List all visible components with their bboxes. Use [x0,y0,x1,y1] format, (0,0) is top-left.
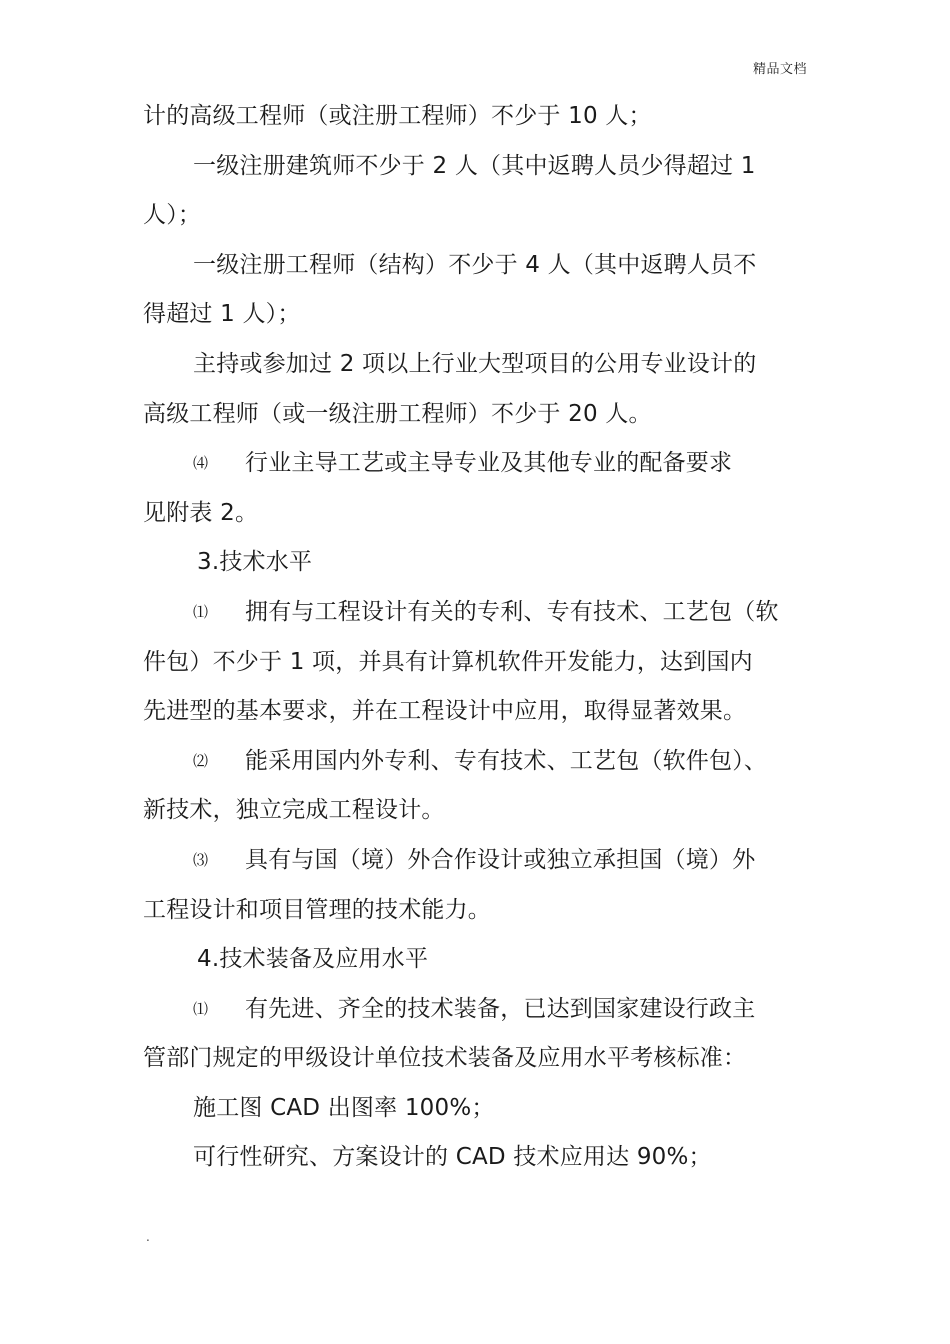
line-text: 先进型的基本要求，并在工程设计中应用，取得显著效果。 [143,698,747,725]
paragraph-line [143,290,807,340]
paragraph-line [143,1133,807,1183]
paragraph-line [143,886,807,936]
line-text: 高级工程师（或一级注册工程师）不少于 20 人。 [143,400,652,427]
numbered-item-line [143,836,807,886]
paragraph-line [143,142,807,192]
line-text: 管部门规定的甲级设计单位技术装备及应用水平考核标准： [143,1045,747,1072]
paragraph-line [143,390,807,440]
paragraph-line [143,1034,807,1084]
paragraph-line [143,241,807,291]
line-text: 人）； [143,202,202,229]
line-text: 件包）不少于 1 项，并具有计算机软件开发能力，达到国内 [143,648,753,675]
line-text: 可行性研究、方案设计的 CAD 技术应用达 90%； [193,1144,712,1171]
line-text: 拥有与工程设计有关的专利、专有技术、工艺包（软 [245,598,779,625]
heading-text: 4.技术装备及应用水平 [197,946,429,973]
item-number: ⑴ [193,602,209,621]
document-body [143,92,807,1183]
paragraph-line [143,92,807,142]
paragraph-line [143,786,807,836]
line-text: 计的高级工程师（或注册工程师）不少于 10 人； [143,103,652,129]
paragraph-line [143,340,807,390]
line-text: 一级注册建筑师不少于 2 人（其中返聘人员少得超过 1 [193,152,756,179]
line-text: 能采用国内外专利、专有技术、工艺包（软件包）、 [245,747,768,774]
line-text: 行业主导工艺或主导专业及其他专业的配备要求 [245,450,733,477]
numbered-item-line [143,588,807,638]
item-number: ⑷ [193,454,209,473]
paragraph-line [143,1084,807,1134]
item-number: ⑶ [193,850,209,869]
paragraph-line [143,638,807,688]
line-text: 主持或参加过 2 项以上行业大型项目的公用专业设计的 [193,350,757,377]
numbered-item-line [143,737,807,787]
heading-text: 3.技术水平 [197,549,313,576]
item-number: ⑵ [193,751,209,770]
numbered-item-line [143,439,807,489]
numbered-item-line [143,985,807,1035]
section-heading [143,935,807,985]
section-heading [143,538,807,588]
line-text: 得超过 1 人）； [143,301,301,328]
paragraph-line [143,687,807,737]
footer-mark: . [146,1230,150,1244]
line-text: 具有与国（境）外合作设计或独立承担国（境）外 [245,846,756,873]
line-text: 一级注册工程师（结构）不少于 4 人（其中返聘人员不 [193,251,757,278]
line-text: 工程设计和项目管理的技术能力。 [143,896,491,923]
item-number: ⑴ [193,999,209,1018]
line-text: 新技术，独立完成工程设计。 [143,797,445,824]
line-text: 施工图 CAD 出图率 100%； [193,1094,495,1121]
header-watermark-text: 精品文档 [752,62,807,77]
line-text: 有先进、齐全的技术装备，已达到国家建设行政主 [245,995,756,1022]
paragraph-line [143,489,807,539]
line-text: 见附表 2。 [143,499,259,526]
paragraph-line [143,191,807,241]
